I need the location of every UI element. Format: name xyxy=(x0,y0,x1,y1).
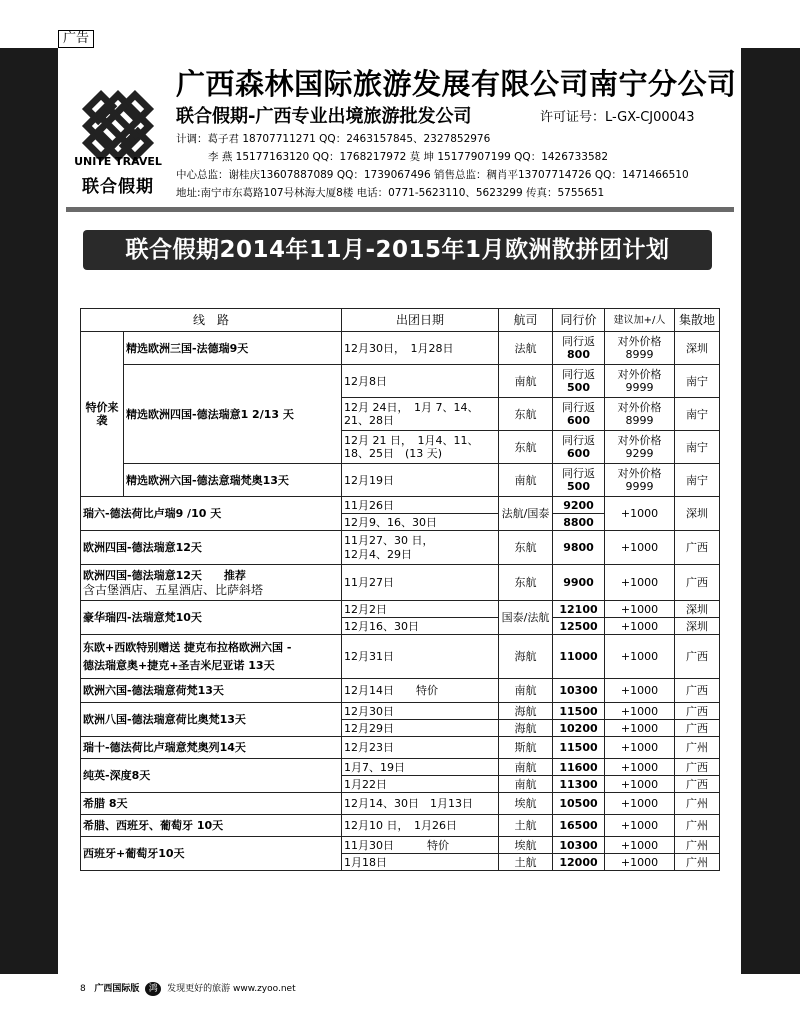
suggested-add: +1000 xyxy=(605,815,675,837)
table-row xyxy=(81,365,720,398)
hub-city: 广西 xyxy=(675,703,720,720)
peer-price: 11500 xyxy=(553,703,605,720)
hub-city: 广西 xyxy=(675,776,720,793)
peer-price: 9800 xyxy=(553,531,605,565)
hub-city: 广西 xyxy=(675,531,720,565)
peer-price: 9200 xyxy=(553,497,605,514)
tour-dates: 12月30日 xyxy=(342,703,499,720)
peer-price: 10300 xyxy=(553,679,605,703)
hub-city: 广西 xyxy=(675,635,720,679)
hub-city: 广州 xyxy=(675,793,720,815)
suggested-add: +1000 xyxy=(605,759,675,776)
retail-price: 对外价格 8999 xyxy=(605,332,675,365)
tour-dates: 12月14、30日 1月13日 xyxy=(342,793,499,815)
peer-price: 11000 xyxy=(553,635,605,679)
route-name: 希腊 8天 xyxy=(81,793,342,815)
table-row xyxy=(81,793,720,815)
plan-banner-title: 联合假期2014年11月-2015年1月欧洲散拼团计划 xyxy=(83,230,712,270)
suggested-add: +1000 xyxy=(605,737,675,759)
hong-badge-icon: 鸿 xyxy=(145,982,161,996)
peer-price: 9900 xyxy=(553,565,605,601)
route-name: 欧洲四国-德法瑞意12天 推荐 含古堡酒店、五星酒店、比萨斜塔 xyxy=(81,565,342,601)
airline: 海航 xyxy=(499,703,553,720)
retail-price: 对外价格 9999 xyxy=(605,365,675,398)
hub-city: 广州 xyxy=(675,854,720,871)
suggested-add: +1000 xyxy=(605,776,675,793)
route-name: 瑞六-德法荷比卢瑞9 /10 天 xyxy=(81,497,342,531)
airline: 南航 xyxy=(499,464,553,497)
contact-line: 中心总监：谢桂庆13607887089 QQ：1739067496 销售总监：稠肖平13707714726 QQ：1471466510 xyxy=(176,169,689,181)
tour-dates: 1月18日 xyxy=(342,854,499,871)
company-slogan: 联合假期-广西专业出境旅游批发公司 xyxy=(176,106,472,127)
table-row xyxy=(81,332,720,365)
airline: 海航 xyxy=(499,720,553,737)
peer-price: 12500 xyxy=(553,618,605,635)
suggested-add: +1000 xyxy=(605,703,675,720)
route-name: 东欧+西欧特别赠送 捷克布拉格欧洲六国 - 德法瑞意奥+捷克+圣吉米尼亚诺 13天 xyxy=(81,635,342,679)
hub-city: 广西 xyxy=(675,565,720,601)
peer-price: 11500 xyxy=(553,737,605,759)
hub-city: 广州 xyxy=(675,815,720,837)
column-header: 建议加+/人 xyxy=(605,309,675,332)
license-number: 许可证号：L-GX-CJ00043 xyxy=(540,110,695,125)
hub-city: 广州 xyxy=(675,737,720,759)
suggested-add: +1000 xyxy=(605,793,675,815)
airline: 南航 xyxy=(499,776,553,793)
table-row xyxy=(81,635,720,679)
tour-dates: 12月14日 特价 xyxy=(342,679,499,703)
retail-price: 对外价格 8999 xyxy=(605,398,675,431)
tour-dates: 1月7、19日 xyxy=(342,759,499,776)
hub-city: 南宁 xyxy=(675,431,720,464)
suggested-add: +1000 xyxy=(605,497,675,531)
airline: 土航 xyxy=(499,815,553,837)
tour-dates: 12月19日 xyxy=(342,464,499,497)
peer-price: 同行返 800 xyxy=(553,332,605,365)
footer-url[interactable]: www.zyoo.net xyxy=(232,984,296,994)
tour-dates: 11月27日 xyxy=(342,565,499,601)
tour-dates: 12月 24日， 1月 7、14、21、28日 xyxy=(342,398,499,431)
route-name: 精选欧洲四国-德法瑞意1 2/13 天 xyxy=(124,365,342,464)
route-name: 精选欧洲三国-法德瑞9天 xyxy=(124,332,342,365)
airline: 东航 xyxy=(499,531,553,565)
tour-dates: 12月 21 日， 1月4、11、18、25日 (13 天) xyxy=(342,431,499,464)
tour-dates: 12月16、30日 xyxy=(342,618,499,635)
peer-price: 16500 xyxy=(553,815,605,837)
hub-city: 南宁 xyxy=(675,365,720,398)
airline: 东航 xyxy=(499,431,553,464)
peer-price: 同行返 500 xyxy=(553,365,605,398)
airline: 法航 xyxy=(499,332,553,365)
suggested-add: +1000 xyxy=(605,679,675,703)
hub-city: 广西 xyxy=(675,759,720,776)
table-row xyxy=(81,531,720,565)
hub-city: 广西 xyxy=(675,679,720,703)
column-header: 同行价 xyxy=(553,309,605,332)
contact-line: 计调：葛子君 18707711271 QQ：2463157845、2327852976 xyxy=(176,133,491,145)
peer-price: 11300 xyxy=(553,776,605,793)
hub-city: 深圳 xyxy=(675,601,720,618)
hub-city: 广西 xyxy=(675,720,720,737)
airline: 土航 xyxy=(499,854,553,871)
column-header: 出团日期 xyxy=(342,309,499,332)
tour-dates: 12月2日 xyxy=(342,601,499,618)
peer-price: 8800 xyxy=(553,514,605,531)
hub-city: 深圳 xyxy=(675,497,720,531)
route-name: 瑞十-德法荷比卢瑞意梵奥列14天 xyxy=(81,737,342,759)
table-row xyxy=(81,737,720,759)
retail-price: 对外价格 9999 xyxy=(605,464,675,497)
tour-dates: 11月30日 特价 xyxy=(342,837,499,854)
tour-dates: 11月26日 xyxy=(342,497,499,514)
hub-city: 深圳 xyxy=(675,332,720,365)
tour-dates: 12月9、16、30日 xyxy=(342,514,499,531)
logo-chinese: 联合假期 xyxy=(82,177,154,197)
logo-english: UNITE TRAVEL xyxy=(74,155,162,168)
footer-brand: 广西国际版 xyxy=(94,984,140,994)
table-header-row xyxy=(81,309,720,332)
airline: 斯航 xyxy=(499,737,553,759)
route-name: 希腊、西班牙、葡萄牙 10天 xyxy=(81,815,342,837)
column-header: 线 路 xyxy=(81,309,342,332)
route-name: 欧洲六国-德法瑞意荷梵13天 xyxy=(81,679,342,703)
hub-city: 深圳 xyxy=(675,618,720,635)
column-header: 航司 xyxy=(499,309,553,332)
airline: 东航 xyxy=(499,565,553,601)
airline: 海航 xyxy=(499,635,553,679)
suggested-add: +1000 xyxy=(605,720,675,737)
peer-price: 12100 xyxy=(553,601,605,618)
company-name: 广西森林国际旅游发展有限公司南宁分公司 xyxy=(176,67,737,101)
table-row xyxy=(81,601,720,618)
hub-city: 南宁 xyxy=(675,464,720,497)
airline: 法航/国泰 xyxy=(499,497,553,531)
tour-dates: 1月22日 xyxy=(342,776,499,793)
route-name: 纯英-深度8天 xyxy=(81,759,342,793)
column-header: 集散地 xyxy=(675,309,720,332)
table-row xyxy=(81,497,720,514)
peer-price: 11600 xyxy=(553,759,605,776)
tour-dates: 12月30日， 1月28日 xyxy=(342,332,499,365)
route-name: 西班牙+葡萄牙10天 xyxy=(81,837,342,871)
route-name: 精选欧洲六国-德法意瑞梵奥13天 xyxy=(124,464,342,497)
route-name: 豪华瑞四-法瑞意梵10天 xyxy=(81,601,342,635)
suggested-add: +1000 xyxy=(605,531,675,565)
table-row xyxy=(81,837,720,854)
route-name: 欧洲八国-德法瑞意荷比奥梵13天 xyxy=(81,703,342,737)
page-number: 8 xyxy=(80,984,86,994)
table-row xyxy=(81,565,720,601)
peer-price: 同行返 500 xyxy=(553,464,605,497)
suggested-add: +1000 xyxy=(605,601,675,618)
retail-price: 对外价格 9299 xyxy=(605,431,675,464)
table-row xyxy=(81,464,720,497)
suggested-add: +1000 xyxy=(605,854,675,871)
suggested-add: +1000 xyxy=(605,565,675,601)
suggested-add: +1000 xyxy=(605,635,675,679)
suggested-add: +1000 xyxy=(605,837,675,854)
tour-plan-table xyxy=(80,308,720,871)
page-footer xyxy=(80,981,296,996)
peer-price: 同行返 600 xyxy=(553,431,605,464)
tour-dates: 12月29日 xyxy=(342,720,499,737)
peer-price: 10500 xyxy=(553,793,605,815)
airline: 南航 xyxy=(499,679,553,703)
hub-city: 广州 xyxy=(675,837,720,854)
airline: 南航 xyxy=(499,759,553,776)
suggested-add: +1000 xyxy=(605,618,675,635)
table-row xyxy=(81,703,720,720)
tour-dates: 12月8日 xyxy=(342,365,499,398)
airline: 埃航 xyxy=(499,793,553,815)
tejia-label: 特价来袭 xyxy=(81,332,124,497)
table-row xyxy=(81,679,720,703)
peer-price: 同行返 600 xyxy=(553,398,605,431)
table-row xyxy=(81,815,720,837)
tour-dates: 12月23日 xyxy=(342,737,499,759)
contact-line: 地址:南宁市东葛路107号林海大厦8楼 电话：0771-5623110、5623299 传真：5755651 xyxy=(176,187,605,199)
header-divider xyxy=(66,207,734,212)
ad-label: 广告 xyxy=(58,30,94,48)
peer-price: 10300 xyxy=(553,837,605,854)
route-name: 欧洲四国-德法瑞意12天 xyxy=(81,531,342,565)
airline: 南航 xyxy=(499,365,553,398)
airline: 埃航 xyxy=(499,837,553,854)
tour-dates: 12月31日 xyxy=(342,635,499,679)
peer-price: 12000 xyxy=(553,854,605,871)
peer-price: 10200 xyxy=(553,720,605,737)
hub-city: 南宁 xyxy=(675,398,720,431)
tour-dates: 11月27、30 日， 12月4、29日 xyxy=(342,531,499,565)
airline: 国泰/法航 xyxy=(499,601,553,635)
table-row xyxy=(81,759,720,776)
airline: 东航 xyxy=(499,398,553,431)
contact-line: 李 燕 15177163120 QQ：1768217972 莫 坤 15177907199 QQ：1426733582 xyxy=(208,151,608,163)
tour-dates: 12月10 日， 1月26日 xyxy=(342,815,499,837)
footer-text: 发现更好的旅游 xyxy=(167,984,233,994)
